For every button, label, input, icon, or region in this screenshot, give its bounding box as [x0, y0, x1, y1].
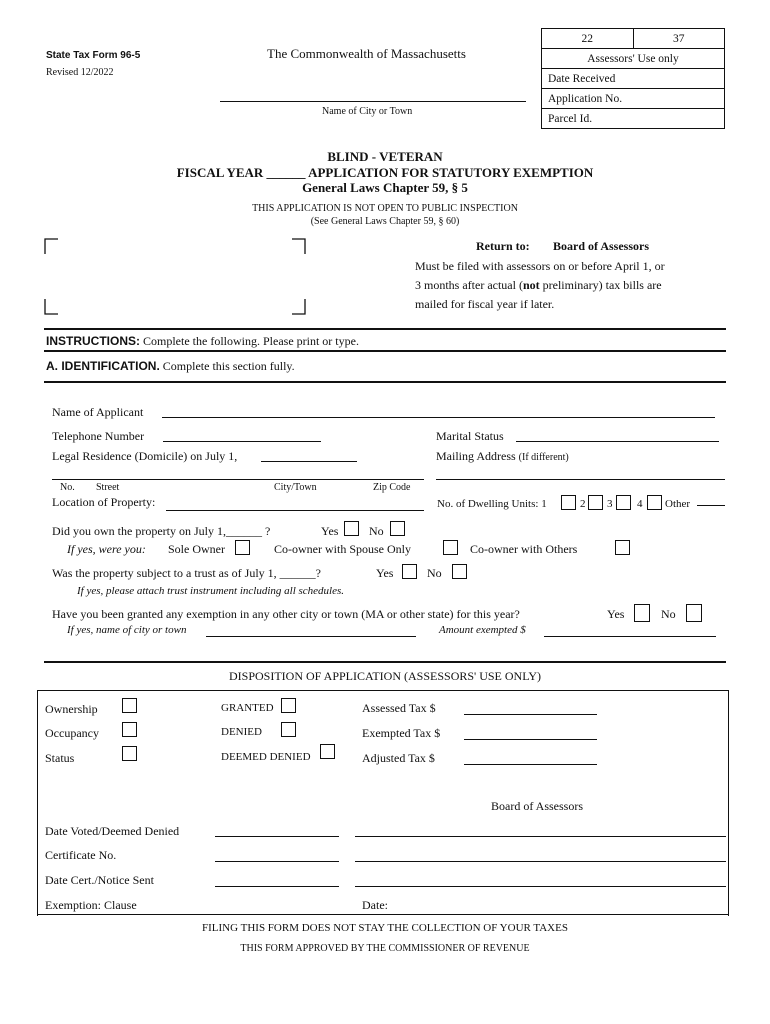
- occupancy-label: Occupancy: [45, 726, 99, 740]
- code-left: 22: [542, 29, 634, 49]
- dwelling-3-checkbox[interactable]: [616, 495, 631, 510]
- date-voted-input[interactable]: [215, 836, 339, 837]
- application-no-field[interactable]: Application No.: [542, 89, 725, 109]
- ownership-question: Did you own the property on July 1,______ ?: [52, 524, 271, 538]
- no-label: No.: [60, 482, 75, 493]
- trust-no-checkbox[interactable]: [452, 564, 467, 579]
- deemed-denied-checkbox[interactable]: [320, 744, 335, 759]
- assessors-use-only: Assessors' Use only: [542, 49, 725, 69]
- date-voted-label: Date Voted/Deemed Denied: [45, 824, 180, 838]
- address-corner-tr: [292, 238, 306, 254]
- telephone-input[interactable]: [163, 441, 321, 442]
- coowner-others-label: Co-owner with Others: [470, 542, 578, 556]
- trust-yes-checkbox[interactable]: [402, 564, 417, 579]
- denied-checkbox[interactable]: [281, 722, 296, 737]
- street-label: Street: [96, 482, 120, 493]
- sole-owner-checkbox[interactable]: [235, 540, 250, 555]
- dwelling-3-label: 3: [607, 498, 613, 510]
- other-city-input[interactable]: [206, 636, 416, 637]
- assessor-signature-3[interactable]: [355, 886, 726, 887]
- marital-status-label: Marital Status: [436, 429, 504, 443]
- coowner-spouse-checkbox[interactable]: [443, 540, 458, 555]
- own-no-label: No: [369, 524, 384, 538]
- property-location-label: Location of Property:: [52, 495, 156, 509]
- dwelling-4-checkbox[interactable]: [647, 495, 662, 510]
- dwelling-other-input[interactable]: [697, 505, 725, 506]
- city-town-label: City/Town: [274, 482, 317, 493]
- exempted-tax-label: Exempted Tax $: [362, 726, 441, 740]
- assessed-tax-input[interactable]: [464, 714, 597, 715]
- ownership-label: Ownership: [45, 702, 98, 716]
- section-a-heading: A. IDENTIFICATION. Complete this section fully.: [46, 359, 295, 373]
- city-name-line[interactable]: [220, 101, 526, 102]
- granted-checkbox[interactable]: [281, 698, 296, 713]
- disposition-rule: [44, 661, 726, 663]
- own-no-checkbox[interactable]: [390, 521, 405, 536]
- adjusted-tax-label: Adjusted Tax $: [362, 751, 435, 765]
- code-right: 37: [633, 29, 725, 49]
- date-label: Date:: [362, 898, 388, 912]
- coowner-others-checkbox[interactable]: [615, 540, 630, 555]
- trust-note: If yes, please attach trust instrument including all schedules.: [77, 585, 345, 597]
- certificate-no-label: Certificate No.: [45, 848, 117, 862]
- exempt-no-checkbox[interactable]: [686, 604, 702, 622]
- trust-yes-label: Yes: [376, 566, 394, 580]
- exemption-question: Have you been granted any exemption in any other city or town (MA or other state) for this year?: [52, 607, 520, 621]
- instructions-rule-bottom: [44, 350, 726, 352]
- own-yes-label: Yes: [321, 524, 339, 538]
- exempt-yes-label: Yes: [607, 607, 625, 621]
- commonwealth-title: The Commonwealth of Massachusetts: [267, 46, 466, 61]
- deemed-denied-label: DEEMED DENIED: [221, 751, 311, 763]
- trust-question: Was the property subject to a trust as of July 1, ______?: [52, 566, 321, 580]
- granted-label: GRANTED: [221, 702, 274, 714]
- form-title: BLIND - VETERAN: [327, 149, 443, 164]
- sole-owner-label: Sole Owner: [168, 542, 225, 556]
- date-cert-input[interactable]: [215, 886, 339, 887]
- return-to-destination: Board of Assessors: [553, 239, 650, 253]
- status-checkbox[interactable]: [122, 746, 137, 761]
- amount-exempted-label: Amount exempted $: [439, 624, 526, 636]
- disposition-box-bottom: [37, 914, 729, 915]
- dwelling-other-label: Other: [665, 498, 691, 510]
- occupancy-checkbox[interactable]: [122, 722, 137, 737]
- return-to-label: Return to:: [476, 239, 530, 253]
- dwelling-1-checkbox[interactable]: [561, 495, 576, 510]
- telephone-label: Telephone Number: [52, 429, 145, 443]
- mailing-address-label: Mailing Address (If different): [436, 449, 569, 463]
- mailing-address-input[interactable]: [436, 479, 725, 480]
- date-received-field[interactable]: Date Received: [542, 69, 725, 89]
- legal-residence-label: Legal Residence (Domicile) on July 1,: [52, 449, 238, 463]
- parcel-id-field[interactable]: Parcel Id.: [542, 109, 725, 129]
- assessors-use-box: [541, 28, 725, 129]
- zip-code-label: Zip Code: [373, 482, 411, 493]
- other-city-label: If yes, name of city or town: [67, 624, 187, 636]
- instructions: INSTRUCTIONS: Complete the following. Please print or type.: [46, 334, 359, 348]
- instructions-rule-top: [44, 328, 726, 330]
- public-inspection-notice: THIS APPLICATION IS NOT OPEN TO PUBLIC INSPECTION: [252, 203, 518, 214]
- certificate-no-input[interactable]: [215, 861, 339, 862]
- status-label: Status: [45, 751, 75, 765]
- form-id: State Tax Form 96-5: [46, 50, 141, 61]
- applicant-name-input[interactable]: [162, 417, 715, 418]
- adjusted-tax-input[interactable]: [464, 764, 597, 765]
- revised-date: Revised 12/2022: [46, 67, 114, 78]
- dwelling-2-checkbox[interactable]: [588, 495, 603, 510]
- assessor-signature-1[interactable]: [355, 836, 726, 837]
- denied-label: DENIED: [221, 726, 262, 738]
- own-yes-checkbox[interactable]: [344, 521, 359, 536]
- city-name-label: Name of City or Town: [322, 106, 413, 117]
- filing-deadline-1: Must be filed with assessors on or before April 1, or: [415, 259, 665, 273]
- address-corner-br: [292, 299, 306, 315]
- board-of-assessors-label: Board of Assessors: [491, 799, 583, 813]
- ownership-type-prompt: If yes, were you:: [67, 542, 146, 556]
- exempt-no-label: No: [661, 607, 676, 621]
- disposition-title: DISPOSITION OF APPLICATION (ASSESSORS' USE ONLY): [228, 669, 541, 683]
- coowner-spouse-label: Co-owner with Spouse Only: [274, 542, 411, 556]
- section-a-rule: [44, 381, 726, 383]
- legal-residence-year-input[interactable]: [261, 461, 357, 462]
- exempt-yes-checkbox[interactable]: [634, 604, 650, 622]
- date-cert-label: Date Cert./Notice Sent: [45, 873, 154, 887]
- dwelling-4-label: 4: [637, 498, 643, 510]
- public-inspection-ref: (See General Laws Chapter 59, § 60): [310, 216, 460, 227]
- trust-no-label: No: [427, 566, 442, 580]
- footer-notice: FILING THIS FORM DOES NOT STAY THE COLLECTION OF YOUR TAXES: [202, 922, 568, 934]
- law-reference: General Laws Chapter 59, § 5: [302, 180, 468, 195]
- property-location-input[interactable]: [166, 510, 424, 511]
- amount-exempted-input[interactable]: [544, 636, 716, 637]
- residence-address-input[interactable]: [52, 479, 424, 480]
- form-subtitle: FISCAL YEAR ______ APPLICATION FOR STATUTORY EXEMPTION: [176, 165, 594, 180]
- dwelling-units-label: No. of Dwelling Units: 1: [437, 498, 547, 510]
- exemption-clause-label: Exemption: Clause: [45, 898, 137, 912]
- dwelling-2-label: 2: [580, 498, 586, 510]
- marital-status-input[interactable]: [516, 441, 719, 442]
- footer-approval: THIS FORM APPROVED BY THE COMMISSIONER OF REVENUE: [240, 943, 530, 954]
- assessor-signature-2[interactable]: [355, 861, 726, 862]
- address-corner-tl: [44, 238, 58, 254]
- filing-deadline-2: 3 months after actual (not preliminary) tax bills are: [415, 278, 662, 292]
- filing-deadline-3: mailed for fiscal year if later.: [415, 297, 555, 311]
- ownership-checkbox[interactable]: [122, 698, 137, 713]
- assessed-tax-label: Assessed Tax $: [362, 701, 436, 715]
- address-corner-bl: [44, 299, 58, 315]
- exempted-tax-input[interactable]: [464, 739, 597, 740]
- applicant-name-label: Name of Applicant: [52, 405, 144, 419]
